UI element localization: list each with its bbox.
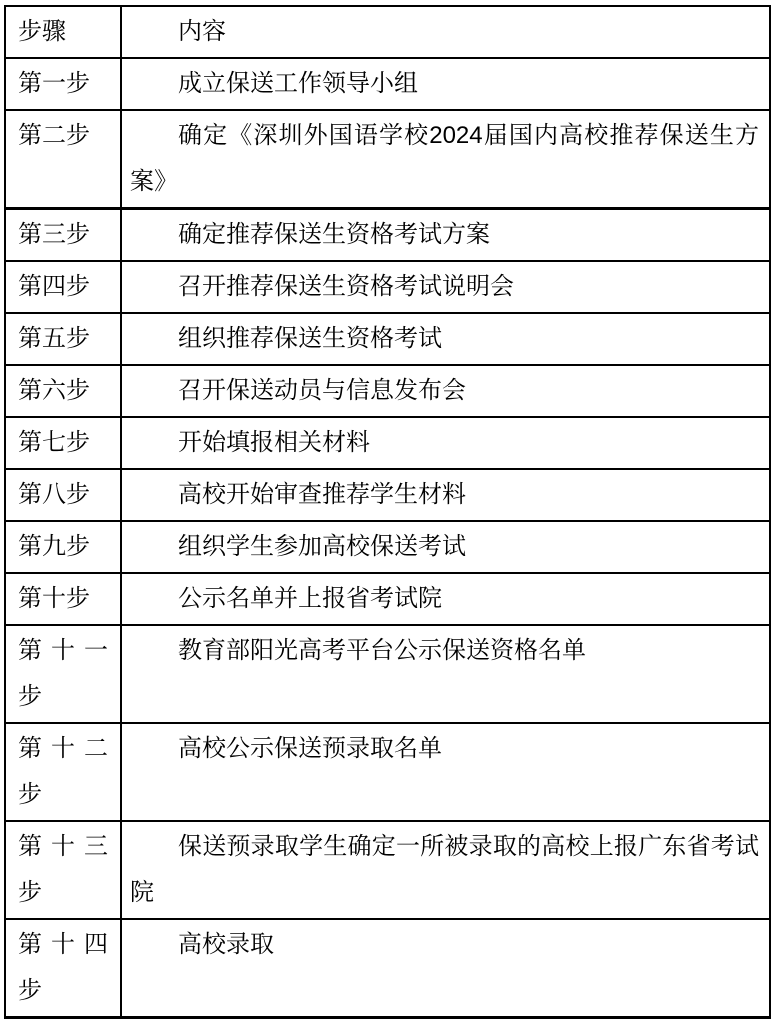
table-row	[5, 110, 770, 209]
steps-table	[4, 5, 771, 1019]
step-cell: 第十一步	[5, 625, 121, 723]
step-cell: 第十步	[5, 573, 121, 625]
content-cell: 高校公示保送预录取名单	[121, 723, 770, 821]
content-cell: 开始填报相关材料	[121, 417, 770, 469]
step-cell: 第八步	[5, 469, 121, 521]
table-body	[5, 58, 770, 1018]
content-cell: 召开推荐保送生资格考试说明会	[121, 261, 770, 313]
content-cell: 确定《深圳外国语学校2024届国内高校推荐保送生方案》	[121, 110, 770, 209]
content-cell: 成立保送工作领导小组	[121, 58, 770, 110]
step-cell: 第十四步	[5, 919, 121, 1018]
step-cell: 第十二步	[5, 723, 121, 821]
content-cell: 组织推荐保送生资格考试	[121, 313, 770, 365]
content-cell: 保送预录取学生确定一所被录取的高校上报广东省考试院	[121, 821, 770, 919]
table-row	[5, 919, 770, 1018]
step-cell: 第七步	[5, 417, 121, 469]
content-cell: 确定推荐保送生资格考试方案	[121, 209, 770, 262]
table-row	[5, 417, 770, 469]
step-cell: 第五步	[5, 313, 121, 365]
table-row	[5, 625, 770, 723]
step-cell: 第十三步	[5, 821, 121, 919]
table-row	[5, 821, 770, 919]
table-row	[5, 313, 770, 365]
content-cell: 高校录取	[121, 919, 770, 1018]
content-cell: 公示名单并上报省考试院	[121, 573, 770, 625]
content-cell: 组织学生参加高校保送考试	[121, 521, 770, 573]
step-column-header: 步骤	[5, 6, 121, 58]
step-cell: 第六步	[5, 365, 121, 417]
step-cell: 第四步	[5, 261, 121, 313]
step-cell: 第三步	[5, 209, 121, 262]
table-row	[5, 469, 770, 521]
table-row	[5, 573, 770, 625]
table-row	[5, 209, 770, 262]
content-cell: 召开保送动员与信息发布会	[121, 365, 770, 417]
header-row	[5, 6, 770, 58]
content-column-header: 内容	[121, 6, 770, 58]
table-row	[5, 521, 770, 573]
table-row	[5, 723, 770, 821]
table-row	[5, 365, 770, 417]
step-cell: 第九步	[5, 521, 121, 573]
step-cell: 第二步	[5, 110, 121, 209]
content-cell: 高校开始审查推荐学生材料	[121, 469, 770, 521]
step-cell: 第一步	[5, 58, 121, 110]
table-row	[5, 261, 770, 313]
table-row	[5, 58, 770, 110]
content-cell: 教育部阳光高考平台公示保送资格名单	[121, 625, 770, 723]
